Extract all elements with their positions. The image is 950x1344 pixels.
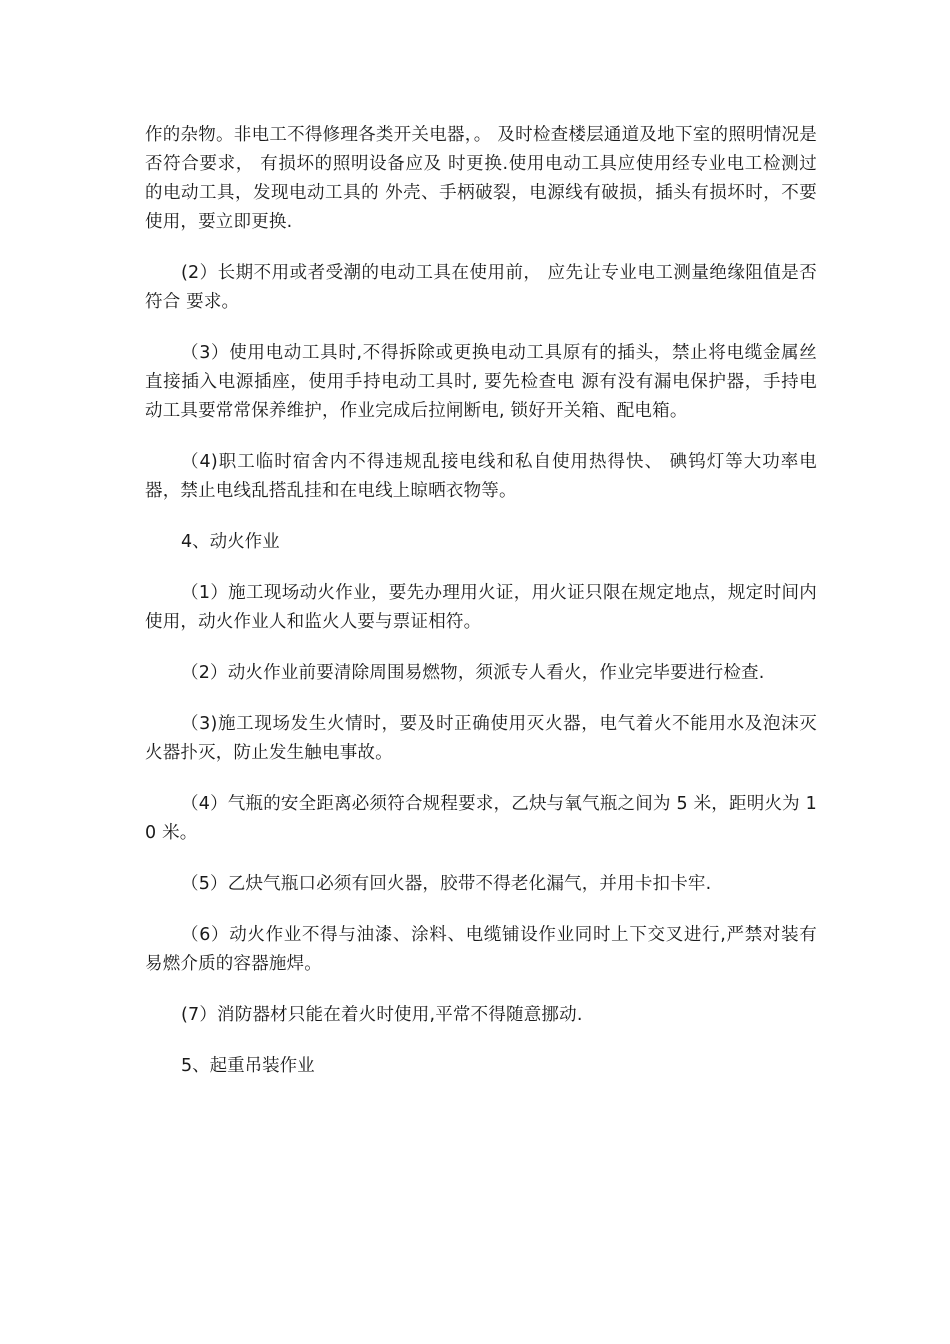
paragraph-item-4-dormitory: （4)职工临时宿舍内不得违规乱接电线和私自使用热得快、 碘钨灯等大功率电 器，禁止电线乱搭乱挂和在电线上晾晒衣物等。: [145, 452, 817, 501]
paragraph-hot-work-5: （5）乙炔气瓶口必须有回火器，胶带不得老化漏气，并用卡扣卡牢.: [181, 874, 712, 894]
paragraph-hot-work-3: （3)施工现场发生火情时，要及时正确使用灭火器，电气着火不能用水及泡沫灭火器扑灭，防止发生触电事故。: [145, 714, 817, 763]
paragraph-hot-work-4: （4）气瓶的安全距离必须符合规程要求，乙炔与氧气瓶之间为 5 米，距明火为 10 米。: [145, 794, 817, 843]
paragraph-electrical-continued: 作的杂物。非电工不得修理各类开关电器，。 及时检查楼层通道及地下室的照明情况是否符合要求， 有损坏的照明设备应及 时更换.使用电动工具应使用经专业电工检测过的电动工具，发现电动工具的 外壳、手柄破裂，电源线有破损，插头有损坏时，不要使用，要立即更换.: [145, 125, 817, 232]
section-heading-lifting: 5、起重吊装作业: [181, 1056, 315, 1076]
paragraph-hot-work-2: （2）动火作业前要清除周围易燃物，须派专人看火，作业完毕要进行检查.: [181, 663, 765, 683]
paragraph-item-3-power-tools: （3）使用电动工具时,不得拆除或更换电动工具原有的插头，禁止将电缆金属丝直接插入电源插座，使用手持电动工具时, 要先检查电 源有没有漏电保护器，手持电动工具要常常保养维护，作业完成后拉闸断电, 锁好开关箱、配电箱。: [145, 343, 817, 421]
paragraph-hot-work-1: （1）施工现场动火作业，要先办理用火证，用火证只限在规定地点，规定时间内使用，动火作业人和监火人要与票证相符。: [145, 583, 817, 632]
section-heading-hot-work: 4、动火作业: [181, 532, 280, 552]
paragraph-hot-work-7: (7）消防器材只能在着火时使用,平常不得随意挪动.: [181, 1005, 583, 1025]
paragraph-item-2-insulation: (2）长期不用或者受潮的电动工具在使用前， 应先让专业电工测量绝缘阻值是否符合 要求。: [145, 263, 817, 312]
document-body: [145, 121, 817, 1103]
paragraph-hot-work-6: （6）动火作业不得与油漆、涂料、电缆铺设作业同时上下交叉进行,严禁对装有易燃介质的容器施焊。: [145, 925, 817, 974]
